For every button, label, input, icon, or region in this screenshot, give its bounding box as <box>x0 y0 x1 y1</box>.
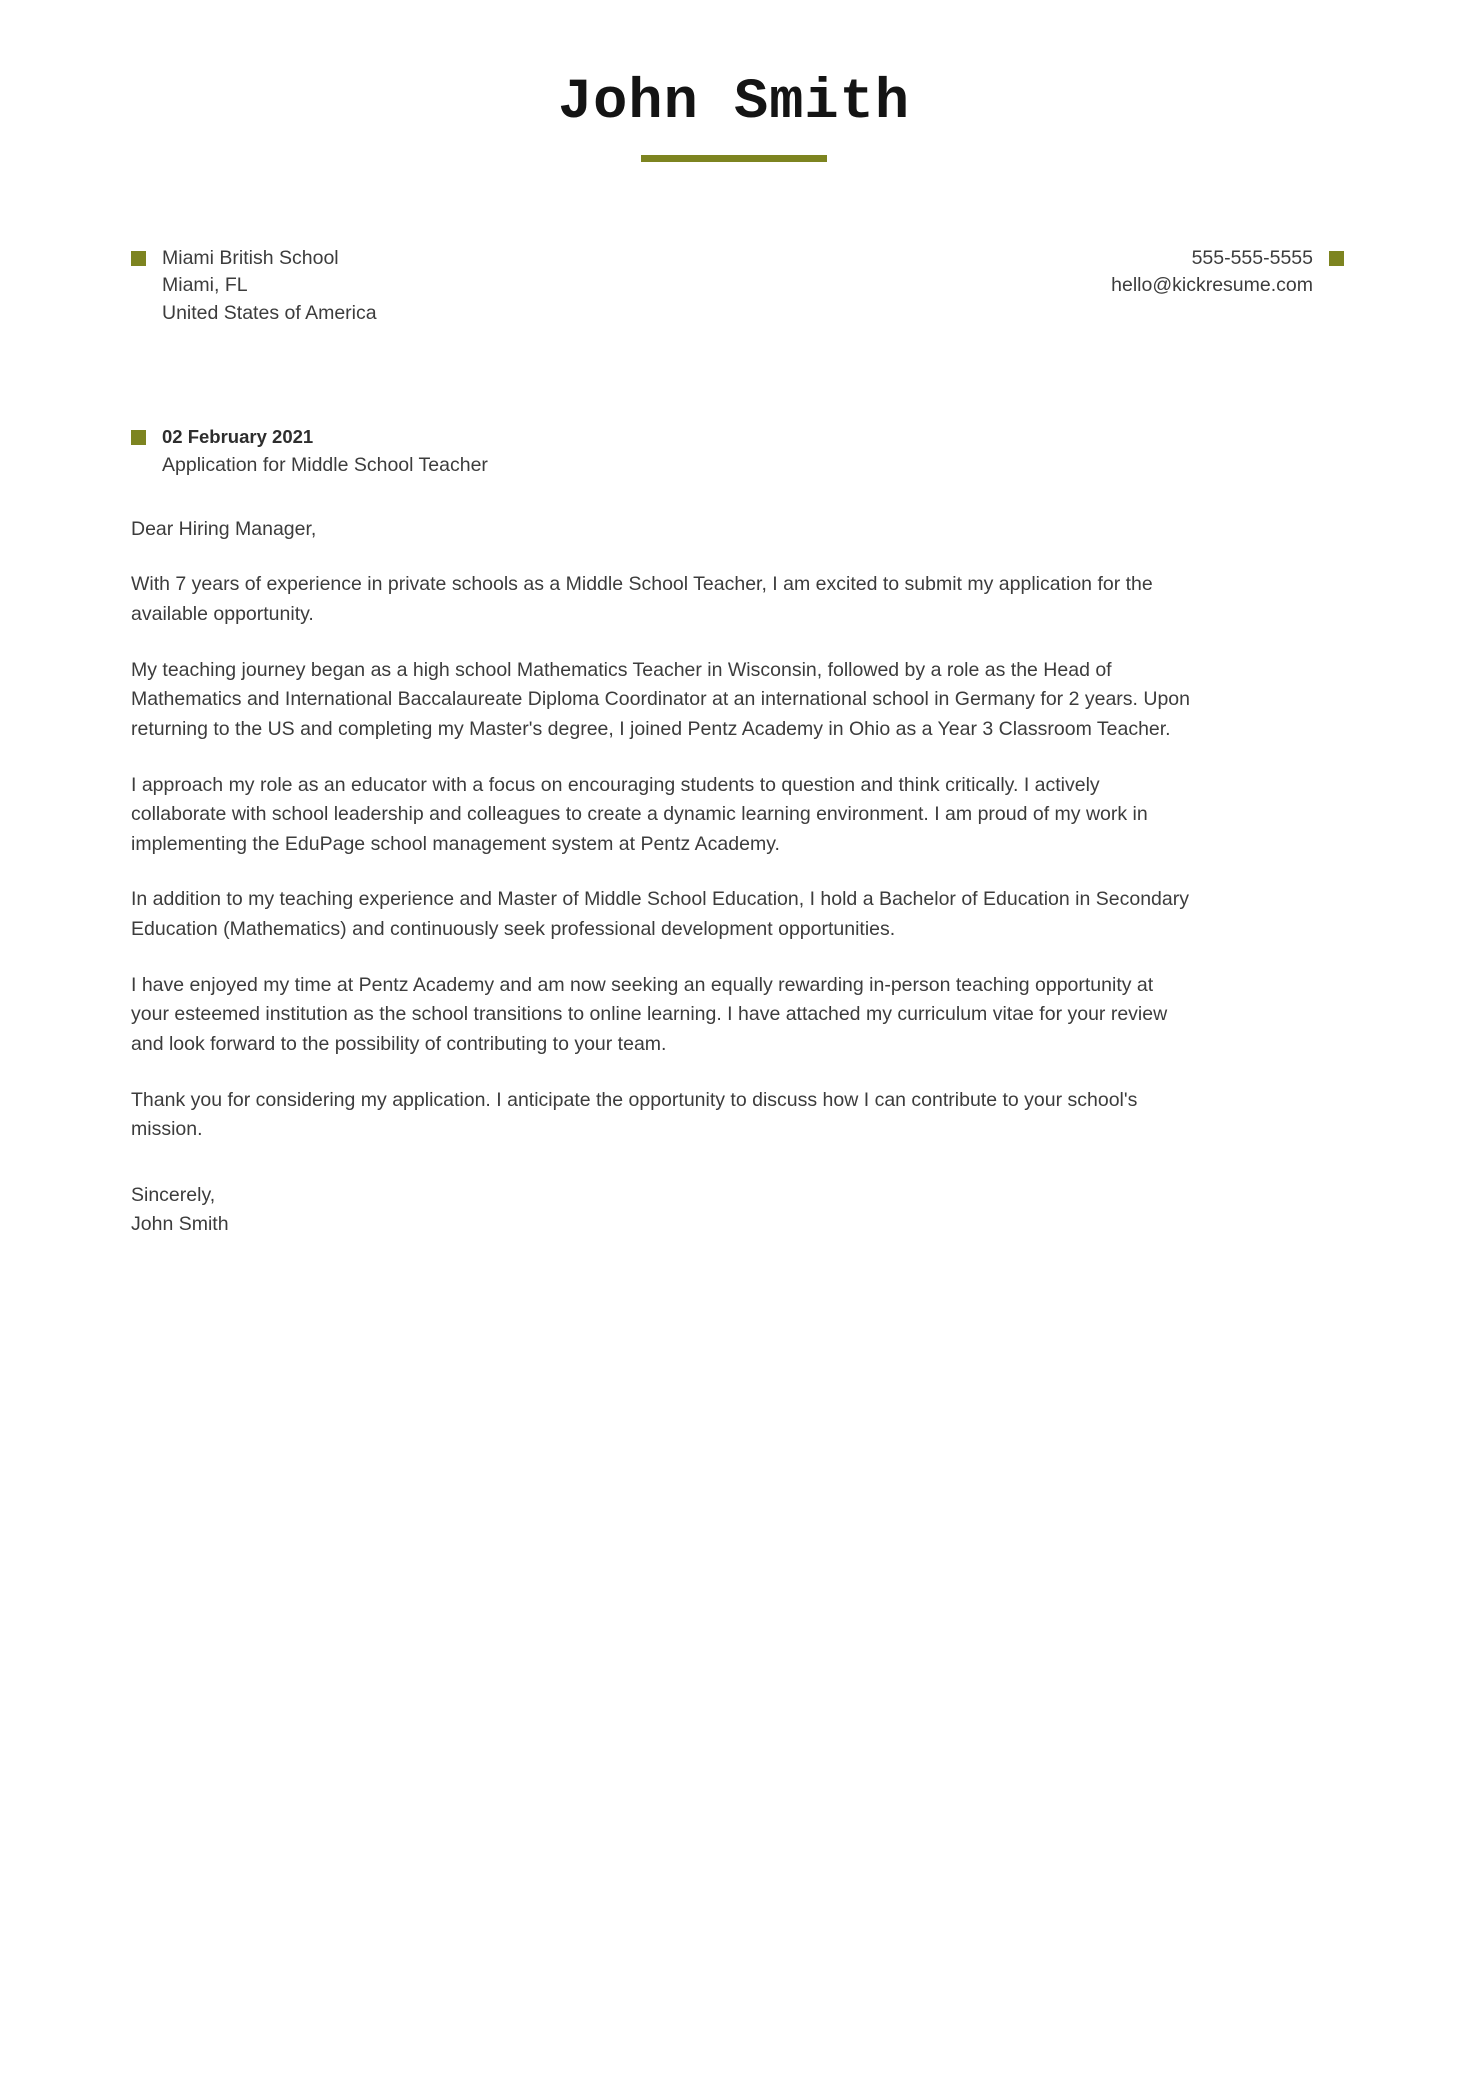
letter-paragraph-6: Thank you for considering my application. I anticipate the opportunity to discuss how I can contribute to your school's mission. <box>131 1088 1138 1141</box>
letter-subject: Application for Middle School Teacher <box>162 453 488 476</box>
contact-block-details <box>1111 245 1344 300</box>
address-lines <box>162 245 377 328</box>
contact-block-sender-address <box>131 245 377 328</box>
address-line-country: United States of America <box>162 302 377 325</box>
letter-paragraph-5: I have enjoyed my time at Pentz Academy and am now seeking an equally rewarding in-person teaching opportunity at your esteemed institution as the school transitions to online learning. I have attached my curriculum vitae for your review and look forward to the possibility of contributing to your team. <box>131 973 1168 1055</box>
square-accent-icon <box>1329 251 1344 266</box>
letter-paragraph-2: My teaching journey began as a high school Mathematics Teacher in Wisconsin, followed by a role as the Head of Mathematics and International Baccalaureate Diploma Coordinator at an international school in Germany for 2 years. Upon returning to the US and completing my Master's degree, I joined Pentz Academy in Ohio as a Year 3 Classroom Teacher. <box>131 658 1190 740</box>
letter-signoff <box>131 1181 1308 1240</box>
letter-paragraphs <box>131 515 1308 1145</box>
square-accent-icon <box>131 251 146 266</box>
signature-name: John Smith <box>131 1213 229 1236</box>
letter-meta <box>131 424 1308 479</box>
email-address[interactable]: hello@kickresume.com <box>1111 274 1313 297</box>
address-line-city: Miami, FL <box>162 274 248 297</box>
name-underline-accent <box>641 155 827 162</box>
letter-salutation: Dear Hiring Manager, <box>131 517 317 540</box>
closing-line: Sincerely, <box>131 1183 216 1206</box>
page-title: John Smith <box>557 71 911 135</box>
letter-meta-lines <box>162 424 488 479</box>
contact-row <box>0 245 1468 328</box>
letter-date: 02 February 2021 <box>162 425 314 447</box>
square-accent-icon <box>131 430 146 445</box>
letter-paragraph-1: With 7 years of experience in private schools as a Middle School Teacher, I am excited to submit my application for the available opportunity. <box>131 573 1153 626</box>
address-line-organization: Miami British School <box>162 246 339 269</box>
letter-header <box>0 0 1468 162</box>
letter-body <box>0 424 1468 1240</box>
contact-detail-lines <box>1111 245 1313 300</box>
letter-paragraph-4: In addition to my teaching experience and Master of Middle School Education, I hold a Bachelor of Education in Secondary Education (Mathematics) and continuously seek professional development opportunities. <box>131 888 1189 941</box>
phone-number[interactable]: 555-555-5555 <box>1191 246 1313 269</box>
letter-paragraph-3: I approach my role as an educator with a focus on encouraging students to question and think critically. I actively collaborate with school leadership and colleagues to create a dynamic learning environment. I am proud of my work in implementing the EduPage school management system at Pentz Academy. <box>131 773 1148 855</box>
